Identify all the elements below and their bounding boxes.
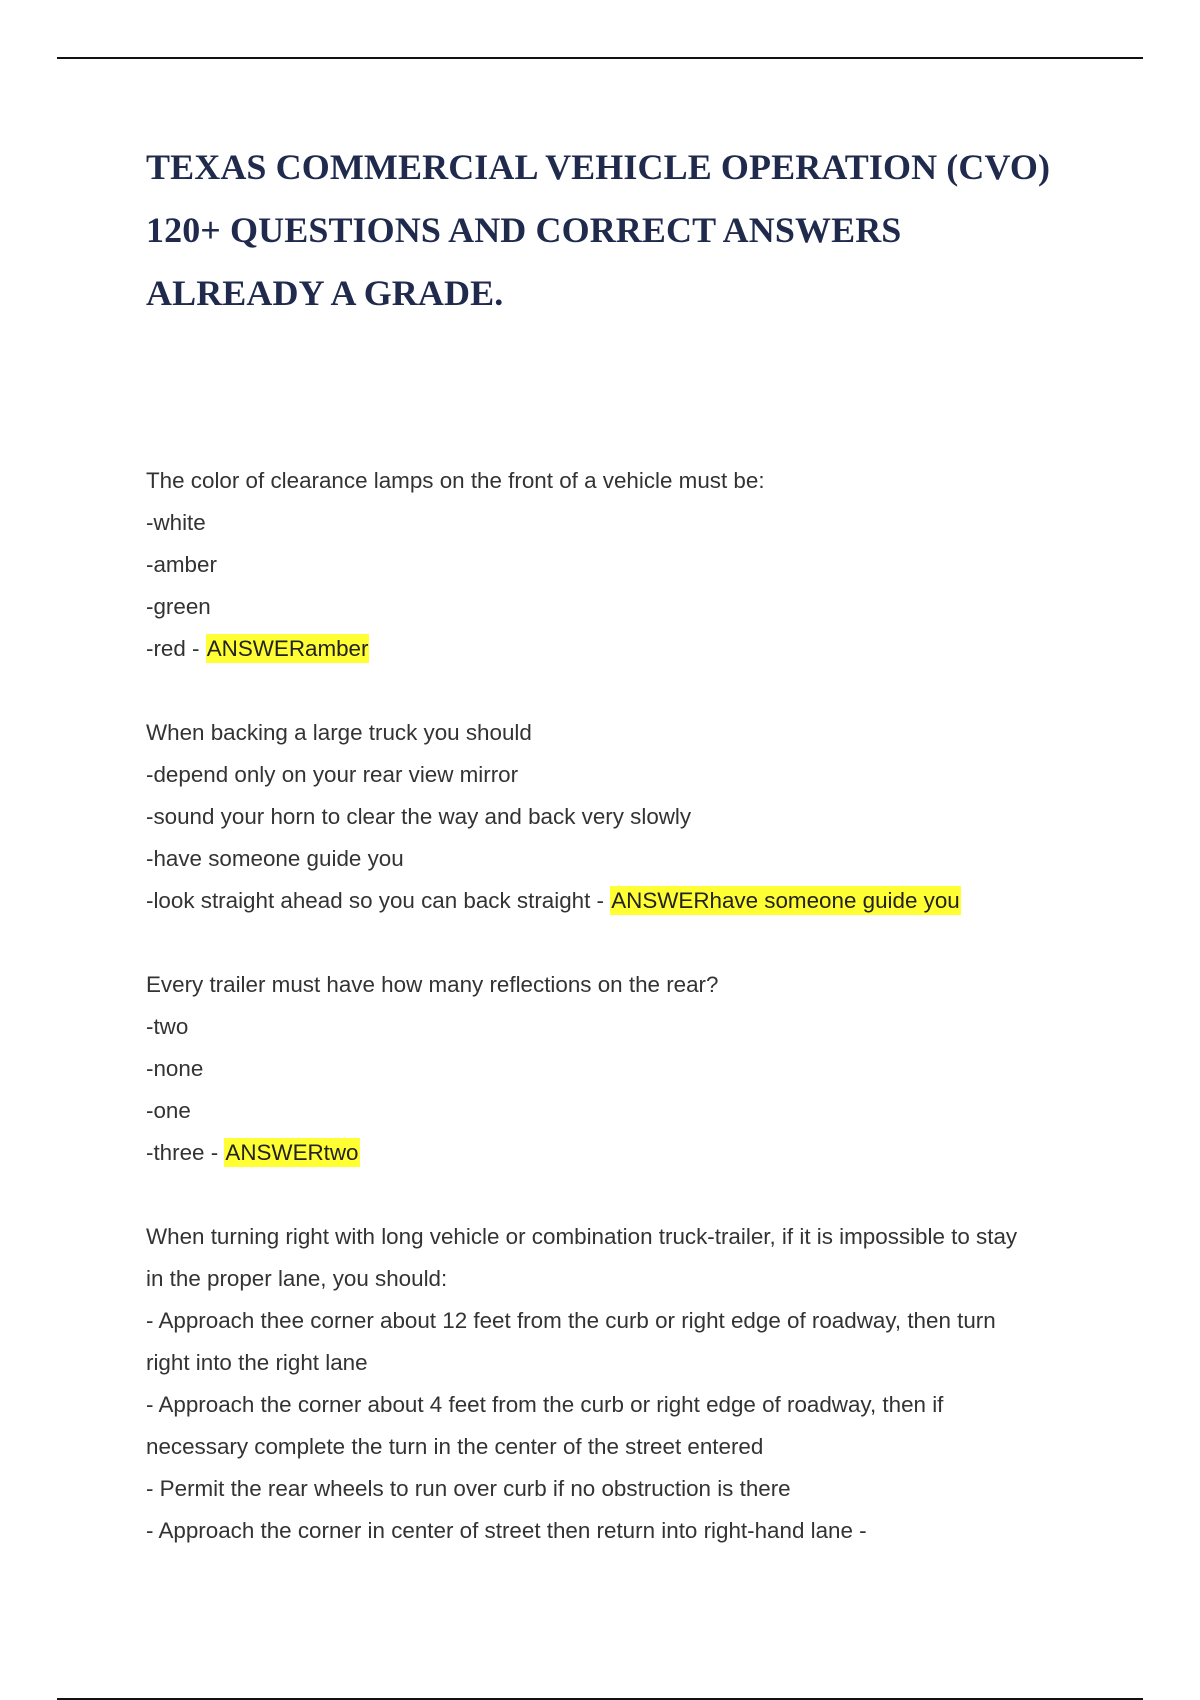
title-line-2: 120+ QUESTIONS AND CORRECT ANSWERS: [146, 210, 902, 250]
question-4: [146, 1216, 1096, 1552]
question-prompt-line: in the proper lane, you should:: [146, 1266, 448, 1291]
answer-option: -two: [146, 1014, 189, 1039]
answer-option-line: right into the right lane: [146, 1350, 368, 1375]
question-prompt-line: When turning right with long vehicle or combination truck-trailer, if it is impossible to stay: [146, 1224, 1018, 1249]
highlighted-answer: ANSWERamber: [206, 636, 369, 661]
answer-option-text: -three -: [146, 1140, 225, 1165]
title-line-3: ALREADY A GRADE.: [146, 273, 504, 313]
answer-option-text: -look straight ahead so you can back straight -: [146, 888, 611, 913]
answer-option: -none: [146, 1056, 204, 1081]
top-rule: [57, 57, 1143, 59]
answer-option-line: - Approach the corner about 4 feet from the curb or right edge of roadway, then if: [146, 1392, 944, 1417]
answer-option-line: - Approach the corner in center of street then return into right-hand lane -: [146, 1518, 867, 1543]
answer-option: -white: [146, 510, 206, 535]
questions-list: [146, 460, 1096, 1552]
answer-option: -have someone guide you: [146, 846, 404, 871]
answer-option: -depend only on your rear view mirror: [146, 762, 519, 787]
question-1: [146, 460, 1096, 670]
answer-option-line: - Approach thee corner about 12 feet from the curb or right edge of roadway, then turn: [146, 1308, 996, 1333]
question-prompt: When backing a large truck you should: [146, 720, 532, 745]
answer-option-text: -red -: [146, 636, 206, 661]
answer-option: -one: [146, 1098, 191, 1123]
answer-option: -green: [146, 594, 211, 619]
answer-option-last: [146, 1132, 1096, 1174]
answer-option-line: necessary complete the turn in the center of the street entered: [146, 1434, 764, 1459]
question-2: [146, 712, 1096, 922]
answer-option-last: [146, 628, 1096, 670]
highlighted-answer: ANSWERtwo: [225, 1140, 359, 1165]
answer-option-line: - Permit the rear wheels to run over curb if no obstruction is there: [146, 1476, 791, 1501]
title-line-1: TEXAS COMMERCIAL VEHICLE OPERATION (CVO): [146, 147, 1051, 187]
answer-option: -amber: [146, 552, 217, 577]
highlighted-answer: ANSWERhave someone guide you: [611, 888, 960, 913]
answer-option-last: [146, 880, 1096, 922]
question-3: [146, 964, 1096, 1174]
question-prompt: Every trailer must have how many reflections on the rear?: [146, 972, 719, 997]
question-prompt: The color of clearance lamps on the front of a vehicle must be:: [146, 468, 765, 493]
answer-option: -sound your horn to clear the way and back very slowly: [146, 804, 692, 829]
document-title: [146, 136, 1106, 325]
